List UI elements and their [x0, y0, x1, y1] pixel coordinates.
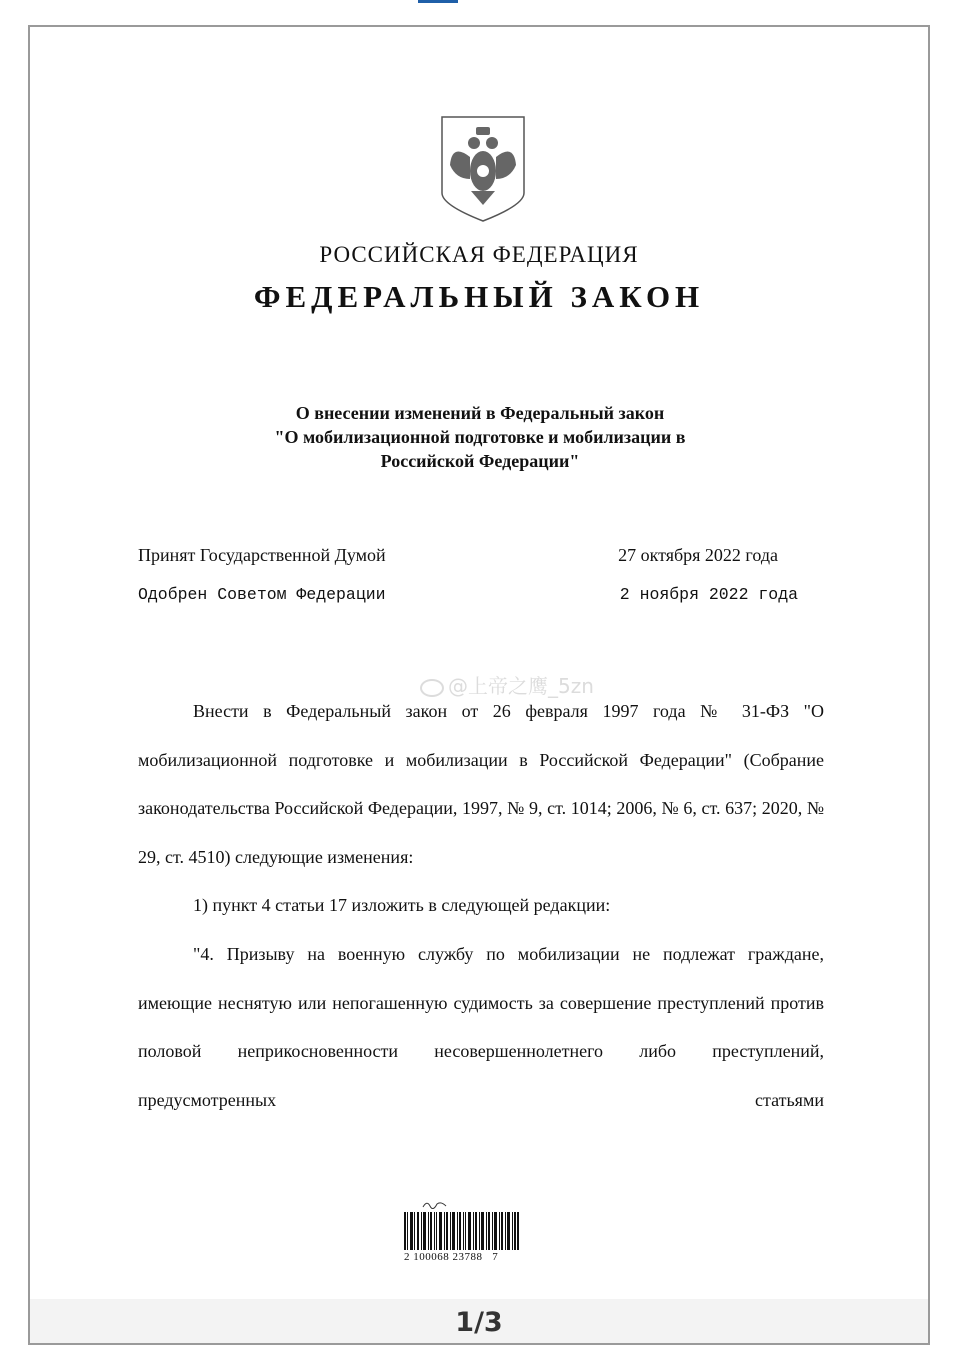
law-title-line: О внесении изменений в Федеральный закон — [295, 403, 665, 423]
duma-date: 27 октября 2022 года — [618, 545, 778, 565]
duma-label: Принят Государственной Думой — [138, 545, 386, 565]
law-body — [138, 687, 824, 1124]
coat-of-arms-icon — [438, 113, 528, 223]
barcode-icon — [404, 1212, 519, 1250]
document-page — [28, 25, 930, 1345]
barcode-number: 2 100068 23788 7 — [404, 1251, 499, 1263]
law-title-line: Российской Федерации" — [380, 451, 580, 471]
council-date: 2 ноября 2022 года — [619, 585, 798, 604]
body-paragraph-2: 1) пункт 4 статьи 17 изложить в следующей редакции: — [193, 895, 611, 916]
body-paragraph-3: "4. Призыву на военную службу по мобилизации не подлежат граждане, имеющие неснятую или непогашенную судимость за совершение преступлений против половой неприкосновенности несовершеннолетнего либо преступлений, предусмотренных статьями — [138, 943, 824, 1110]
signature-mark-icon — [422, 1199, 448, 1212]
page-footer-bar — [30, 1299, 928, 1345]
page-indicator: 1/3 — [455, 1307, 503, 1338]
law-title-line: "О мобилизационной подготовке и мобилизации в — [274, 427, 686, 447]
council-label: Одобрен Советом Федерации — [138, 585, 386, 604]
country-heading: РОССИЙСКАЯ ФЕДЕРАЦИЯ — [319, 242, 639, 267]
law-title — [180, 401, 780, 473]
body-paragraph-1: Внести в Федеральный закон от 26 февраля 1997 года № 31-ФЗ "О мобилизационной подготовке и мобилизации в Российской Федерации" (Собрание законодательства Российской Федерации, 1997, № 9, ст. 1014; 2006, № 6, ст. 637; 2020, № 29, ст. 4510) следующие изменения: — [138, 701, 824, 867]
law-type-heading: ФЕДЕРАЛЬНЫЙ ЗАКОН — [253, 279, 705, 314]
watermark-text: @上帝之鹰_5zn — [448, 674, 594, 698]
top-tab-indicator — [418, 0, 458, 3]
